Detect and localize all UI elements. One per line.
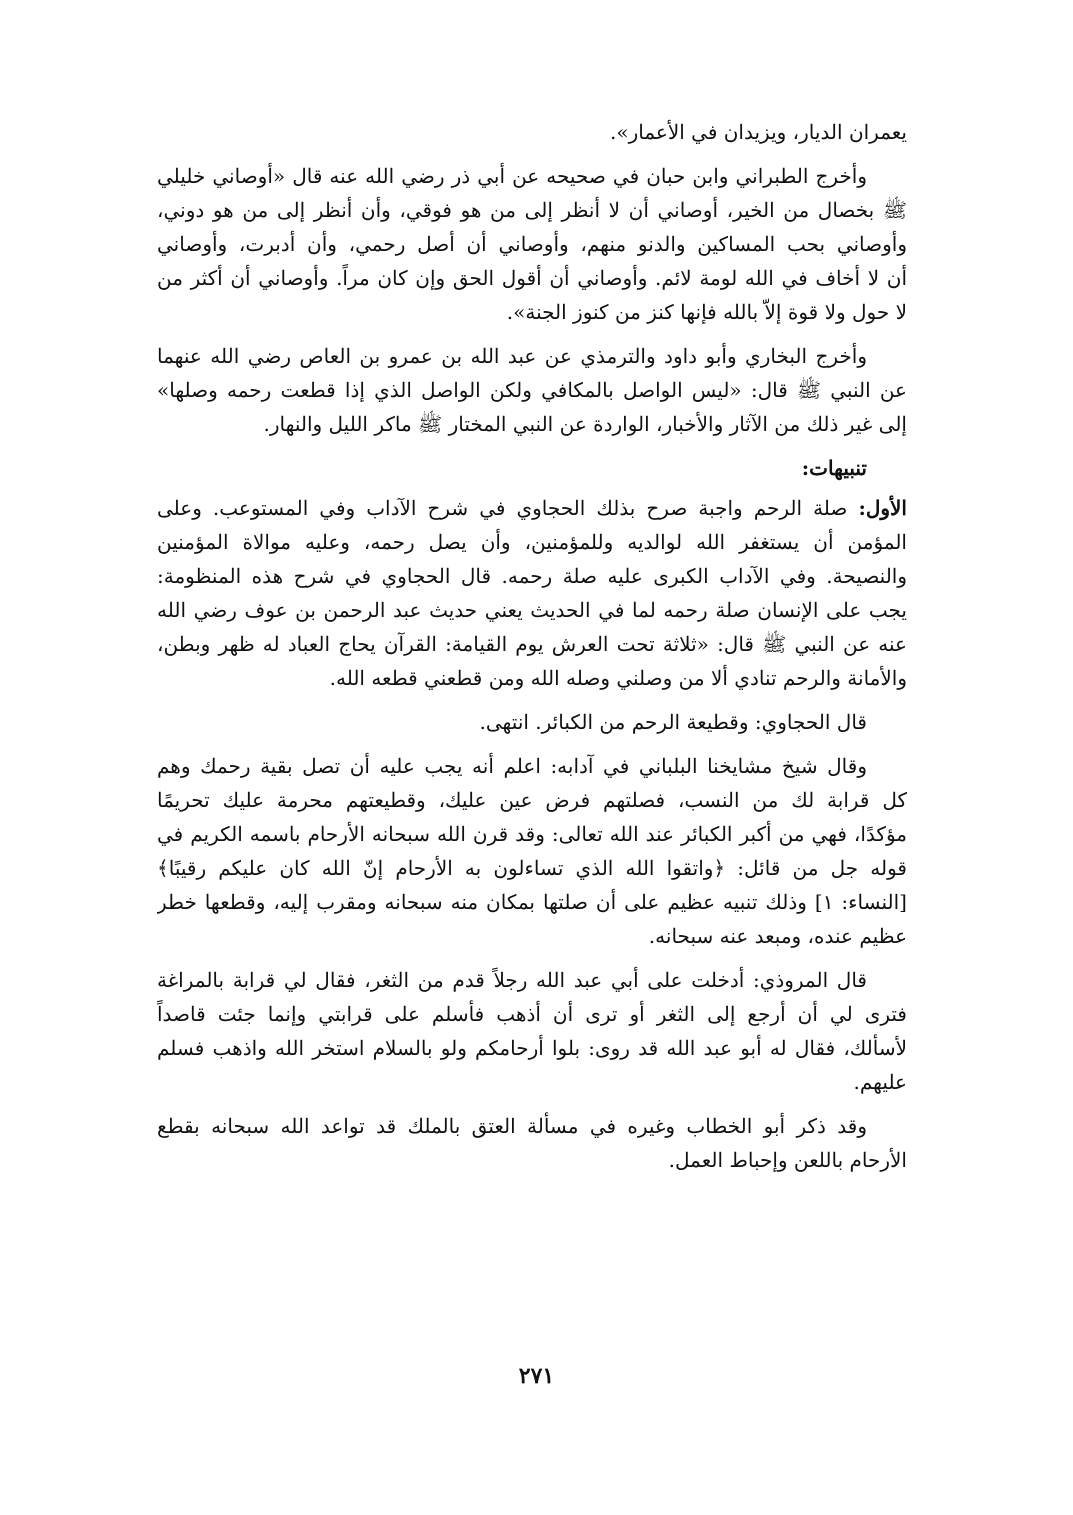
paragraph-first-note — [157, 491, 907, 695]
paragraph-hajjawi — [157, 705, 907, 739]
text-line: قوله جل من قائل: ﴿واتقوا الله الذي تساءلون به الأرحام إنّ الله كان عليكم رقيبًا﴾ — [157, 856, 907, 880]
text-line: أن لا أخاف في الله لومة لائم. وأوصاني أن أقول الحق وإن كان مراً. وأوصاني أن أكثر من — [157, 266, 907, 290]
text-line: لا حول ولا قوة إلاّ بالله فإنها كنز من كنوز الجنة». — [506, 300, 907, 324]
text-line: وأوصاني بحب المساكين والدنو منهم، وأوصاني أن أصل رحمي، وأن أدبرت، وأوصاني — [157, 232, 907, 256]
note-lead: الأول: — [858, 496, 907, 520]
text-line: فترى لي أن أرجع إلى الثغر أو ترى أن أذهب فأسلم على قرابتي وإنما جئت قاصداً — [157, 1002, 907, 1026]
text-line: والنصيحة. وفي الآداب الكبرى عليه صلة رحمه. قال الحجاوي في شرح هذه المنظومة: — [157, 564, 907, 588]
text-line: وأخرج الطبراني وابن حبان في صحيحه عن أبي ذر رضي الله عنه قال «أوصاني خليلي — [157, 164, 867, 188]
paragraph-2 — [157, 159, 907, 329]
text-line: وقال شيخ مشايخنا البلباني في آدابه: اعلم أنه يجب عليه أن تصل بقية رحمك وهم — [157, 754, 867, 778]
text-line: والأمانة والرحم تنادي ألا من وصلني وصله الله ومن قطعني قطعه الله. — [329, 666, 907, 690]
text-line: عنه عن النبي ﷺ قال: «ثلاثة تحت العرش يوم القيامة: القرآن يحاج العباد له ظهر وبطن، — [157, 632, 907, 656]
text-line: صلة الرحم واجبة صرح بذلك الحجاوي في شرح الآداب وفي المستوعب. وعلى — [157, 496, 848, 520]
text-line: المؤمن أن يستغفر الله لوالديه وللمؤمنين، وأن يصل رحمه، وعليه موالاة المؤمنين — [157, 530, 907, 554]
paragraph-marwazi — [157, 963, 907, 1099]
page-body — [157, 115, 907, 1187]
text-line: [النساء: ١] وذلك تنبيه عظيم على أن صلتها بمكان منه سبحانه ومقرب إليه، وقطعها خطر — [157, 890, 907, 914]
text-line: يجب على الإنسان صلة رحمه لما في الحديث يعني حديث عبد الرحمن بن عوف رضي الله — [157, 598, 907, 622]
text-line: قال الحجاوي: وقطيعة الرحم من الكبائر. انتهى. — [479, 710, 867, 734]
text-line: وأخرج البخاري وأبو داود والترمذي عن عبد الله بن عمرو بن العاص رضي الله عنهما — [157, 344, 867, 368]
paragraph-1 — [157, 115, 907, 149]
text-line: عن النبي ﷺ قال: «ليس الواصل بالمكافي ولكن الواصل الذي إذا قطعت رحمه وصلها» — [157, 378, 907, 402]
section-heading: تنبيهات: — [801, 456, 867, 480]
text-line: مؤكدًا، فهي من أكبر الكبائر عند الله تعالى: وقد قرن الله سبحانه الأرحام باسمه الكريم في — [157, 822, 907, 846]
text-line: عليهم. — [853, 1070, 907, 1094]
text-line: قال المروذي: أدخلت على أبي عبد الله رجلاً قدم من الثغر، فقال لي قرابة بالمراغة — [157, 968, 867, 992]
text-line: وقد ذكر أبو الخطاب وغيره في مسألة العتق بالملك قد تواعد الله سبحانه بقطع — [157, 1114, 867, 1138]
text-line: ﷺ بخصال من الخير، أوصاني أن لا أنظر إلى من هو فوقي، وأن أنظر إلى من هو دوني، — [157, 198, 907, 222]
paragraph-3 — [157, 339, 907, 441]
text-line: عظيم عنده، ومبعد عنه سبحانه. — [648, 924, 907, 948]
page-number: ٢٧١ — [518, 1363, 555, 1389]
text-line: كل قرابة لك من النسب، فصلتهم فرض عين عليك، وقطيعتهم محرمة عليك تحريمًا — [157, 788, 907, 812]
text-line: يعمران الديار، ويزيدان في الأعمار». — [609, 120, 907, 144]
paragraph-balbani — [157, 749, 907, 953]
paragraph-abulkhattab — [157, 1109, 907, 1177]
text-line: إلى غير ذلك من الآثار والأخبار، الواردة عن النبي المختار ﷺ ماكر الليل والنهار. — [263, 412, 907, 436]
text-line: الأرحام باللعن وإحباط العمل. — [668, 1148, 907, 1172]
text-line: لأسألك، فقال له أبو عبد الله قد روى: بلوا أرحامكم ولو بالسلام استخر الله واذهب فسلم — [157, 1036, 907, 1060]
